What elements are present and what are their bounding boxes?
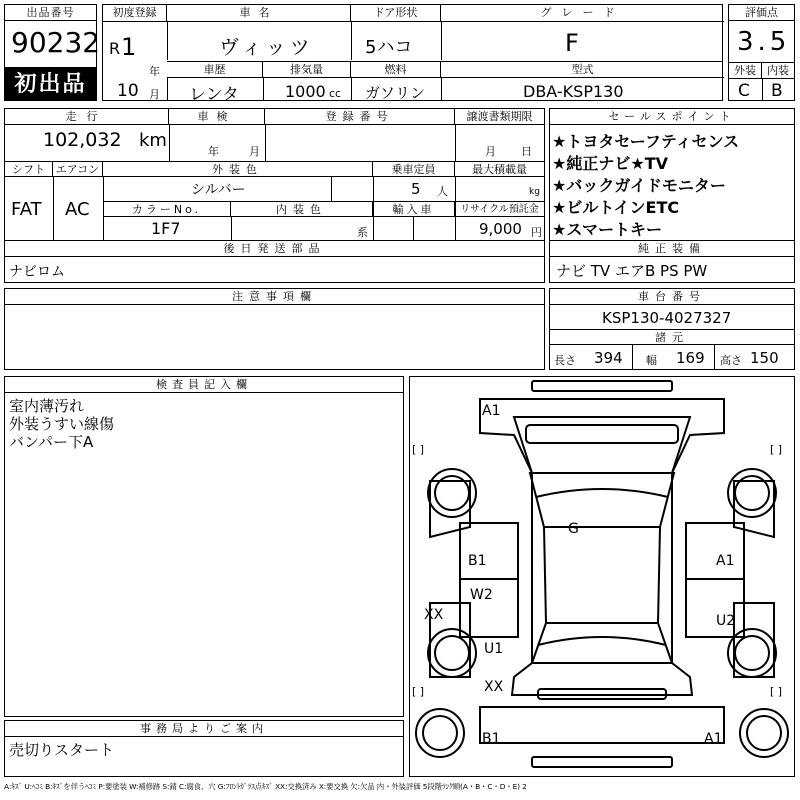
first-listing-badge xyxy=(4,68,97,101)
transfer-month-unit: 月 xyxy=(485,145,496,158)
ac-value: AC xyxy=(65,199,90,220)
later-parts-value: ナビロム xyxy=(9,264,65,280)
sales-point-3: ★バックガイドモニター xyxy=(552,176,726,195)
exterior-grade-value: C xyxy=(738,81,750,101)
vehicle-details-grid xyxy=(4,108,545,241)
rear-bumper xyxy=(480,707,724,743)
mileage-header: 走行 xyxy=(5,109,169,125)
genuine-equipment-box xyxy=(549,240,795,283)
genuine-equipment-value: ナビ TV エアB PS PW xyxy=(556,262,708,280)
genuine-equipment-header: 純正装備 xyxy=(550,241,794,257)
inspection-month-unit: 月 xyxy=(249,145,260,158)
width-value: 169 xyxy=(676,349,705,367)
capacity-value: 5 xyxy=(411,180,421,198)
office-value: 売切りスタート xyxy=(9,741,115,759)
exterior-grade-header: 外装 xyxy=(729,63,762,79)
bracket-right-2: [ ] xyxy=(770,685,783,698)
top-info-grid xyxy=(102,4,723,105)
lot-number: 90232 xyxy=(11,26,101,59)
interior-grade-value: B xyxy=(771,81,783,101)
first-reg-header: 初度登録 xyxy=(103,5,167,22)
grille xyxy=(526,425,678,443)
mark-g: G xyxy=(568,521,579,537)
chassis-value: KSP130-4027327 xyxy=(602,309,732,327)
mark-u2: U2 xyxy=(716,613,736,629)
capacity-unit: 人 xyxy=(437,185,448,198)
inspector-line-1: 室内薄汚れ xyxy=(9,397,85,415)
mark-a1-front: A1 xyxy=(482,403,501,419)
office-header: 事務局よりご案内 xyxy=(5,721,403,737)
office-box xyxy=(4,720,404,777)
displacement-value: 1000 xyxy=(285,82,326,101)
door-value: 5ハコ xyxy=(365,37,413,58)
notes-box xyxy=(4,288,545,370)
chassis-header: 車台番号 xyxy=(550,289,794,305)
color-no-value: 1F7 xyxy=(151,219,181,238)
transfer-header: 譲渡書類期限 xyxy=(455,109,544,125)
mileage-value: 102,032 xyxy=(43,129,122,151)
car-diagram-svg xyxy=(410,377,794,776)
score-header: 評価点 xyxy=(729,5,794,21)
rear-bumper-strip xyxy=(532,757,672,767)
mark-b1-rear: B1 xyxy=(482,731,501,747)
inspector-line-2: 外装うすい線傷 xyxy=(9,415,115,433)
height-label: 高さ xyxy=(720,354,742,367)
rear-window-curve xyxy=(538,637,666,645)
int-color-suffix: 系 xyxy=(357,226,368,239)
left-front-door xyxy=(460,523,518,579)
front-bumper-strip xyxy=(532,381,672,391)
history-header: 車歴 xyxy=(167,62,263,78)
inspection-header: 車検 xyxy=(169,109,265,125)
sales-point-1: ★トヨタセーフティセンス xyxy=(552,132,740,151)
later-parts-header: 後日発送部品 xyxy=(5,241,544,257)
mark-a1-rear: A1 xyxy=(704,731,723,747)
door-header: ドア形状 xyxy=(351,5,441,22)
right-front-door xyxy=(686,523,744,579)
chassis-box xyxy=(549,288,795,370)
model-value: DBA-KSP130 xyxy=(523,82,624,101)
first-reg-year-unit: 年 xyxy=(149,65,160,78)
first-reg-year: 1 xyxy=(121,33,137,61)
capacity-header: 乗車定員 xyxy=(373,162,455,177)
color-no-header: カラーNo. xyxy=(103,202,231,217)
recycle-value: 9,000 xyxy=(479,220,522,238)
registration-header: 登録番号 xyxy=(265,109,455,125)
car-name-value: ヴィッツ xyxy=(219,35,314,59)
rear-window xyxy=(532,623,672,663)
sales-point-2: ★純正ナビ★TV xyxy=(552,154,668,173)
length-label: 長さ xyxy=(554,354,576,367)
model-header: 型式 xyxy=(441,62,724,78)
mark-b1-left: B1 xyxy=(468,553,487,569)
height-value: 150 xyxy=(750,349,779,367)
ac-header: エアコン xyxy=(53,162,103,177)
dimensions-header: 諸元 xyxy=(550,330,794,345)
fuel-value: ガソリン xyxy=(365,84,426,102)
legend-text: A:ｷｽﾞ U:ﾍｺﾐ B:ｷｽﾞを伴うﾍｺﾐ P:要塗装 W:補修跡 S:錆 C:腐食、穴 G:ﾌﾛﾝﾄｶﾞﾗｽ点ｷｽﾞ XX:交換済み X:要交換 欠:欠品 内・外装評価 5段階ﾗﾝｸ順(A・B・C・D・E) 2 xyxy=(4,782,527,791)
import-header: 輸入車 xyxy=(373,202,455,217)
inspector-header: 検査員記入欄 xyxy=(5,377,403,393)
bracket-right: [ ] xyxy=(770,443,783,456)
mark-xx-left: XX xyxy=(424,607,444,623)
first-reg-month-unit: 月 xyxy=(149,88,160,101)
length-value: 394 xyxy=(594,349,623,367)
ext-color-header: 外装色 xyxy=(103,162,373,177)
sales-points-box xyxy=(549,108,795,241)
damage-diagram xyxy=(409,376,795,777)
roof xyxy=(544,527,660,623)
score-box xyxy=(728,4,795,101)
inspection-year-unit: 年 xyxy=(208,145,219,158)
grade-header: グレード xyxy=(441,5,724,22)
load-header: 最大積載量 xyxy=(455,162,544,177)
load-unit: kg xyxy=(529,187,540,197)
inspector-box xyxy=(4,376,404,717)
fuel-header: 燃料 xyxy=(351,62,441,78)
mileage-unit: km xyxy=(139,130,167,151)
sales-points-header: セールスポイント xyxy=(550,109,794,125)
right-rear-door xyxy=(686,579,744,637)
first-reg-era: R xyxy=(109,39,121,58)
ext-color-value: シルバー xyxy=(191,182,246,198)
windshield xyxy=(530,473,674,527)
first-listing-badge-text: 初出品 xyxy=(14,72,87,97)
mark-u1: U1 xyxy=(484,641,504,657)
recycle-header: リサイクル預託金 xyxy=(455,202,544,217)
inspector-line-3: バンパー下A xyxy=(9,433,94,451)
sales-point-5: ★スマートキー xyxy=(552,220,663,239)
notes-header: 注意事項欄 xyxy=(5,289,544,305)
transfer-day-unit: 日 xyxy=(521,145,532,158)
mark-a1-right: A1 xyxy=(716,553,735,569)
grade-value: F xyxy=(565,29,579,57)
recycle-unit: 円 xyxy=(531,226,542,239)
sales-point-4: ★ビルトインETC xyxy=(552,198,680,217)
score-value: 3.5 xyxy=(737,27,791,57)
interior-grade-header: 内装 xyxy=(762,63,794,79)
displacement-unit: cc xyxy=(329,87,342,100)
mark-xx-rear: XX xyxy=(484,679,504,695)
bracket-left: [ ] xyxy=(412,443,425,456)
history-value: レンタ xyxy=(189,85,239,105)
shift-value: FAT xyxy=(11,199,42,220)
first-reg-month: 10 xyxy=(117,81,139,101)
windshield-curve xyxy=(536,489,668,497)
later-parts-box xyxy=(4,240,545,283)
lot-box xyxy=(4,4,101,68)
width-label: 幅 xyxy=(646,354,657,367)
displacement-header: 排気量 xyxy=(263,62,351,78)
mark-w2: W2 xyxy=(470,587,493,603)
int-color-header: 内装色 xyxy=(231,202,373,217)
bracket-left-2: [ ] xyxy=(412,685,425,698)
car-name-header: 車名 xyxy=(167,5,351,22)
lot-header: 出品番号 xyxy=(5,5,96,21)
shift-header: シフト xyxy=(5,162,53,177)
